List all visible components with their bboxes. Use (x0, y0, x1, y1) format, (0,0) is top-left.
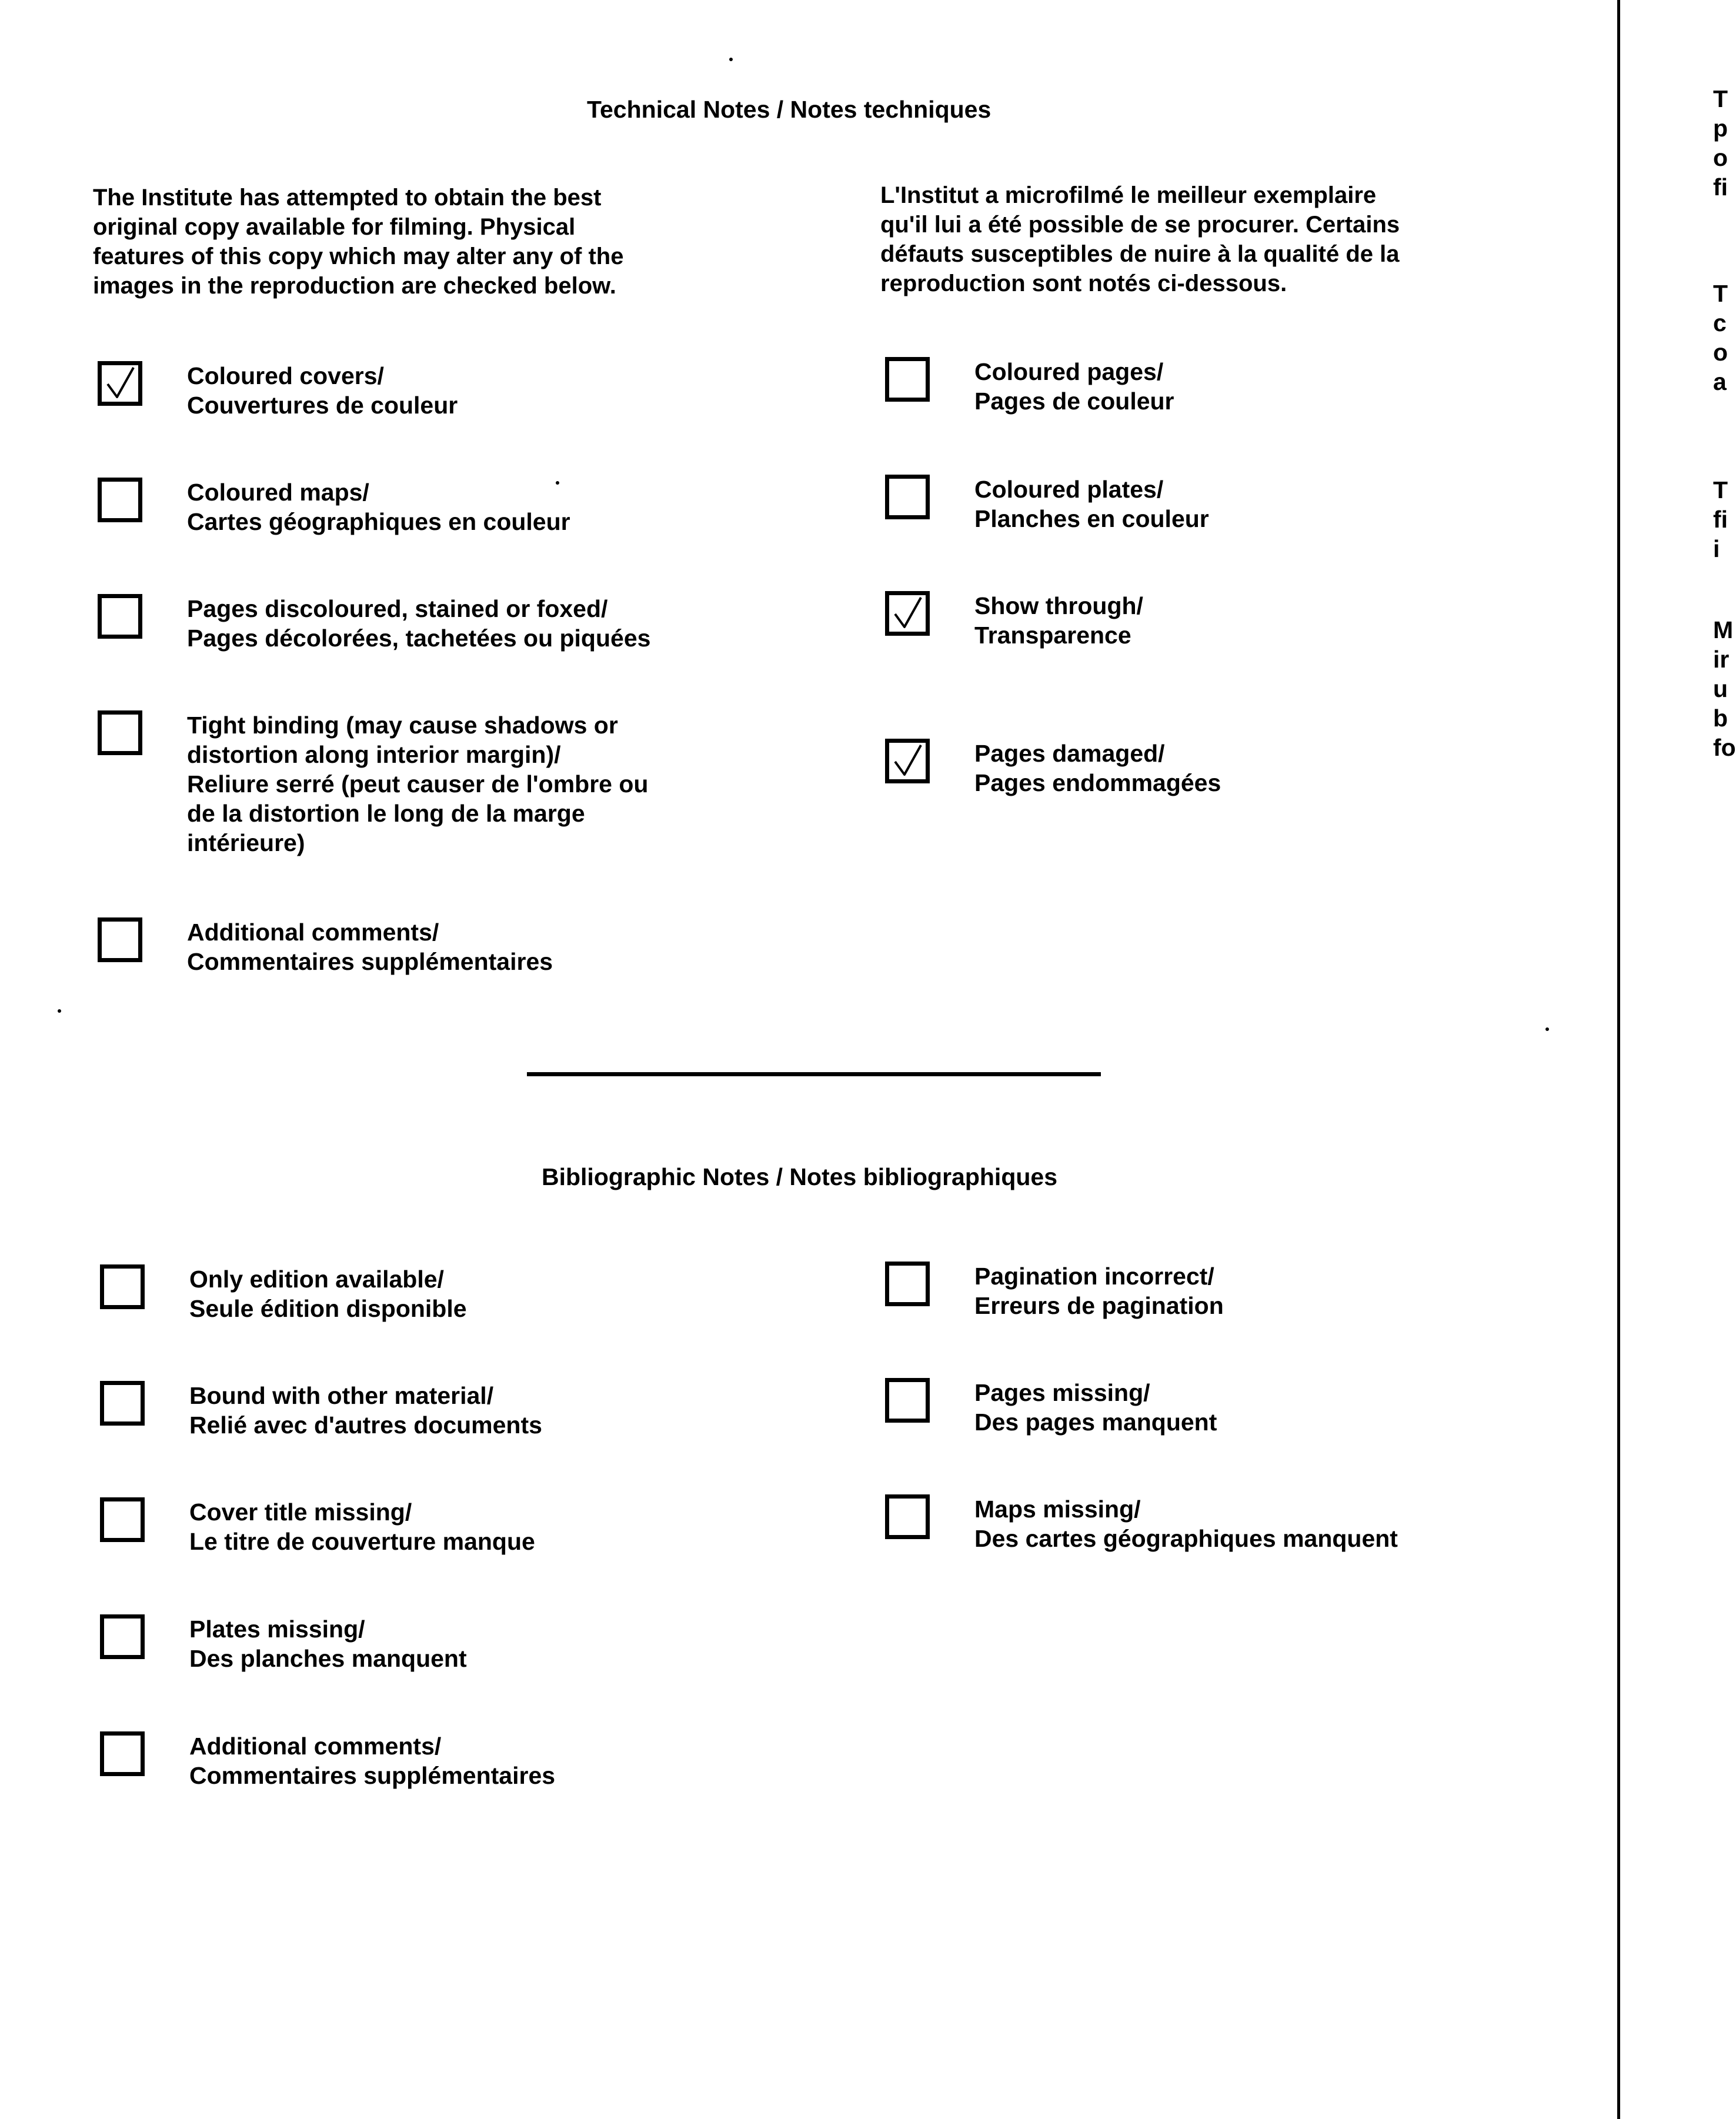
item-label: Pages damaged/ Pages endommagées (974, 740, 1221, 796)
section-divider (527, 1072, 1101, 1076)
item-label: Pages discoloured, stained or foxed/ Pages décolorées, tachetées ou piquées (187, 595, 651, 652)
item-tight-binding[interactable] (98, 710, 648, 857)
next-page-fragment-4: M ir u b fo (1713, 616, 1736, 761)
item-cover-title-missing[interactable] (100, 1497, 535, 1556)
item-label: Tight binding (may cause shadows or distortion along interior margin)/ Reliure serré (peut causer de l'ombre ou de la distortion le long de la marge intérieure) (187, 712, 649, 856)
checkbox-only-edition[interactable] (100, 1264, 145, 1309)
item-maps-missing[interactable] (885, 1494, 1398, 1553)
scan-speck (58, 1009, 61, 1013)
next-page-fragment-1: T p o fi (1713, 85, 1728, 201)
checkbox-pages-discoloured[interactable] (98, 594, 142, 639)
item-additional-comments-technical[interactable] (98, 917, 553, 976)
intro-french: L'Institut a microfilmé le meilleur exemplaire qu'il lui a été possible de se procurer. Certains défauts susceptibles de nuire à la qualité de la reproduction sont notés ci-dessous. (880, 182, 1400, 296)
item-label: Plates missing/ Des planches manquent (189, 1616, 467, 1672)
check-mark-icon (890, 744, 924, 778)
checkbox-pages-damaged[interactable] (885, 739, 930, 783)
item-label: Pages missing/ Des pages manquent (974, 1379, 1217, 1436)
item-label: Bound with other material/ Relié avec d'autres documents (189, 1382, 542, 1439)
item-label: Coloured plates/ Planches en couleur (974, 476, 1209, 532)
checkbox-pages-missing[interactable] (885, 1378, 930, 1423)
checkbox-maps-missing[interactable] (885, 1494, 930, 1539)
checkbox-coloured-covers[interactable] (98, 361, 142, 406)
checkbox-coloured-plates[interactable] (885, 475, 930, 519)
item-pages-discoloured[interactable] (98, 594, 650, 653)
checkbox-bound-with-other[interactable] (100, 1381, 145, 1426)
checkbox-coloured-pages[interactable] (885, 357, 930, 402)
item-label: Only edition available/ Seule édition disponible (189, 1266, 467, 1322)
item-pages-missing[interactable] (885, 1378, 1217, 1437)
item-bound-with-other[interactable] (100, 1381, 542, 1440)
item-label: Coloured pages/ Pages de couleur (974, 358, 1174, 415)
item-coloured-pages[interactable] (885, 357, 1174, 416)
checkbox-show-through[interactable] (885, 591, 930, 636)
page-edge-line (1617, 0, 1620, 2119)
item-plates-missing[interactable] (100, 1614, 467, 1673)
scan-speck (1545, 1027, 1549, 1031)
item-label: Additional comments/ Commentaires supplémentaires (189, 1733, 556, 1789)
checkbox-coloured-maps[interactable] (98, 478, 142, 522)
item-coloured-maps[interactable] (98, 478, 570, 536)
item-label: Additional comments/ Commentaires supplémentaires (187, 919, 553, 975)
item-only-edition[interactable] (100, 1264, 467, 1323)
item-pagination-incorrect[interactable] (885, 1262, 1224, 1320)
item-pages-damaged[interactable] (885, 739, 1221, 797)
checkbox-tight-binding[interactable] (98, 710, 142, 755)
checkbox-pagination-incorrect[interactable] (885, 1262, 930, 1306)
item-label: Coloured maps/ Cartes géographiques en couleur (187, 479, 570, 535)
checkbox-additional-comments-technical[interactable] (98, 917, 142, 962)
checkbox-plates-missing[interactable] (100, 1614, 145, 1659)
next-page-fragment-3: T fi i (1713, 476, 1728, 562)
item-label: Pagination incorrect/ Erreurs de pagination (974, 1263, 1224, 1319)
item-additional-comments-bibliographic[interactable] (100, 1731, 555, 1790)
item-label: Coloured covers/ Couvertures de couleur (187, 362, 458, 419)
next-page-fragment-2: T c o a (1713, 280, 1728, 395)
item-label: Cover title missing/ Le titre de couverture manque (189, 1499, 535, 1555)
item-label: Show through/ Transparence (974, 592, 1143, 649)
check-mark-icon (103, 366, 137, 401)
item-show-through[interactable] (885, 591, 1143, 650)
item-label: Maps missing/ Des cartes géographiques manquent (974, 1496, 1398, 1552)
scan-speck (556, 481, 559, 485)
item-coloured-plates[interactable] (885, 475, 1209, 533)
technical-notes-title: Technical Notes / Notes techniques (587, 96, 991, 123)
checkbox-additional-comments-bibliographic[interactable] (100, 1731, 145, 1776)
scan-speck (729, 58, 733, 61)
item-coloured-covers[interactable] (98, 361, 458, 420)
bibliographic-notes-title: Bibliographic Notes / Notes bibliographiques (542, 1163, 1058, 1190)
check-mark-icon (890, 596, 924, 630)
checkbox-cover-title-missing[interactable] (100, 1497, 145, 1542)
intro-english: The Institute has attempted to obtain the best original copy available for filming. Physical features of this copy which may alter any of the images in the reproduction are checked below. (93, 185, 624, 299)
